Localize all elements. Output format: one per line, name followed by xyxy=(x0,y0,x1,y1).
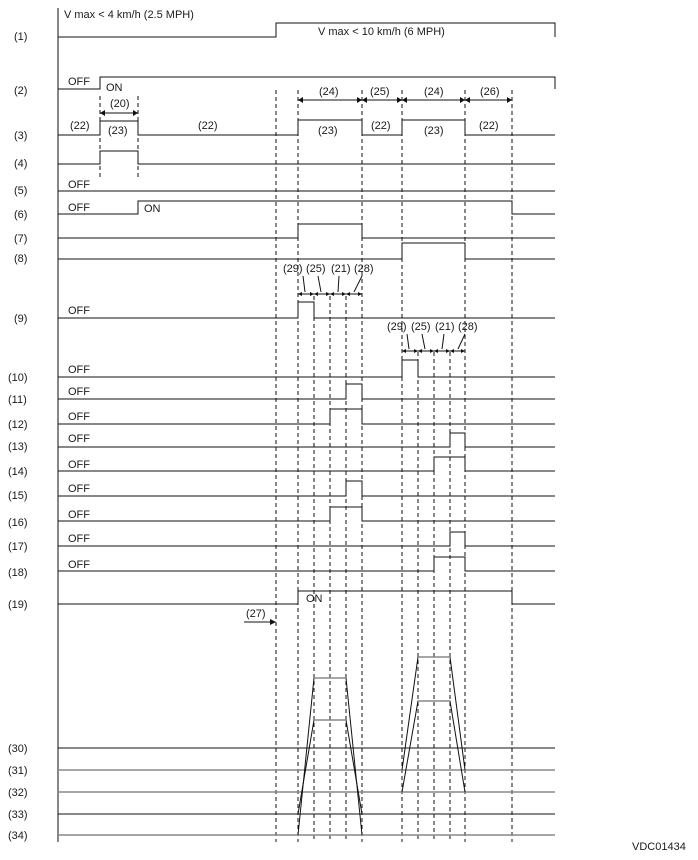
signal-row-17 xyxy=(58,532,555,546)
signal-row-11 xyxy=(58,384,555,399)
row3-23-a: (23) xyxy=(108,125,128,137)
row17-off-label: OFF xyxy=(68,533,90,545)
row-label-7: (7) xyxy=(14,233,28,245)
g1-29: (29) xyxy=(283,263,303,275)
g2-29: (29) xyxy=(387,321,407,333)
row3-22-b: (22) xyxy=(198,120,218,132)
signal-row-13 xyxy=(58,433,555,447)
speed-high-label: V max < 10 km/h (6 MPH) xyxy=(318,26,445,38)
figure-code: VDC01434 xyxy=(632,841,686,853)
speed-low-label: V max < 4 km/h (2.5 MPH) xyxy=(64,9,194,21)
signal-row-18 xyxy=(58,557,555,571)
signal-row-7 xyxy=(58,224,555,238)
row3-22-d: (22) xyxy=(479,120,499,132)
row-label-32: (32) xyxy=(8,787,28,799)
signal-row-14 xyxy=(58,457,555,471)
row13-off-label: OFF xyxy=(68,433,90,445)
row-label-13: (13) xyxy=(8,441,28,453)
baselines-bottom xyxy=(58,748,555,835)
row2-off-label: OFF xyxy=(68,76,90,88)
row15-off-label: OFF xyxy=(68,483,90,495)
row-label-33: (33) xyxy=(8,809,28,821)
g1-25: (25) xyxy=(306,263,326,275)
interval-24-label-a: (24) xyxy=(319,86,339,98)
row-label-3: (3) xyxy=(14,130,28,142)
row12-off-label: OFF xyxy=(68,411,90,423)
row5-off-label: OFF xyxy=(68,179,90,191)
row3-23-b: (23) xyxy=(318,125,338,137)
row-label-12: (12) xyxy=(8,419,28,431)
sub-interval-group-1 xyxy=(283,263,374,296)
row3-22-a: (22) xyxy=(70,120,90,132)
interval-26-label: (26) xyxy=(480,86,500,98)
row-label-16: (16) xyxy=(8,517,28,529)
row14-off-label: OFF xyxy=(68,459,90,471)
g2-25: (25) xyxy=(411,321,431,333)
row3-23-c: (23) xyxy=(424,125,444,137)
row16-off-label: OFF xyxy=(68,509,90,521)
row-label-6: (6) xyxy=(14,209,28,221)
signal-row-8 xyxy=(58,243,555,259)
interval-20-label: (20) xyxy=(110,98,130,110)
row19-on-label: ON xyxy=(306,593,323,605)
interval-25-label: (25) xyxy=(370,86,390,98)
signal-row-15 xyxy=(58,481,555,496)
row-label-4: (4) xyxy=(14,158,28,170)
row-label-9: (9) xyxy=(14,313,28,325)
marker-27 xyxy=(244,608,276,625)
row-label-34: (34) xyxy=(8,830,28,842)
signal-row-9 xyxy=(58,302,555,318)
row-label-31: (31) xyxy=(8,765,28,777)
row-label-5: (5) xyxy=(14,185,28,197)
signal-row-16 xyxy=(58,507,555,521)
row-label-14: (14) xyxy=(8,466,28,478)
row6-off-label: OFF xyxy=(68,202,90,214)
row18-off-label: OFF xyxy=(68,559,90,571)
interval-arrows-top xyxy=(100,86,512,116)
signal-row-1 xyxy=(58,23,555,37)
signal-row-10 xyxy=(58,360,555,377)
g1-21: (21) xyxy=(331,263,351,275)
g1-28: (28) xyxy=(354,263,374,275)
signal-row-4 xyxy=(58,151,555,164)
row11-off-label: OFF xyxy=(68,386,90,398)
signal-row-6 xyxy=(58,201,555,214)
row-labels xyxy=(8,31,28,842)
row-label-10: (10) xyxy=(8,372,28,384)
signal-row-12 xyxy=(58,409,555,424)
sub-interval-group-2 xyxy=(387,321,478,353)
g2-28: (28) xyxy=(458,321,478,333)
row-label-30: (30) xyxy=(8,743,28,755)
row3-22-c: (22) xyxy=(371,120,391,132)
interval-24-label-b: (24) xyxy=(424,86,444,98)
row-label-17: (17) xyxy=(8,541,28,553)
row-label-18: (18) xyxy=(8,567,28,579)
row-label-2: (2) xyxy=(14,85,28,97)
g2-21: (21) xyxy=(435,321,455,333)
guide-lines xyxy=(100,90,512,842)
row-label-8: (8) xyxy=(14,253,28,265)
row-label-15: (15) xyxy=(8,490,28,502)
row-label-11: (11) xyxy=(8,394,27,406)
row-label-1: (1) xyxy=(14,31,28,43)
row10-off-label: OFF xyxy=(68,364,90,376)
row2-on-label: ON xyxy=(106,82,123,94)
pressure-traces xyxy=(298,657,465,835)
row6-on-label: ON xyxy=(144,203,161,215)
marker-27-label: (27) xyxy=(246,608,266,620)
row9-off-label: OFF xyxy=(68,305,90,317)
row-label-19: (19) xyxy=(8,599,28,611)
